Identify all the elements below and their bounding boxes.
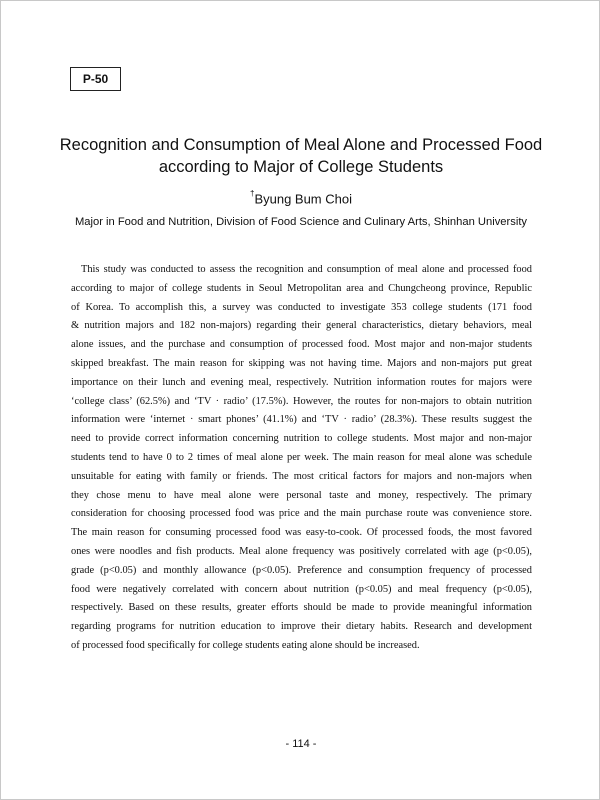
- abstract-line: of Korea. To accomplish this, a survey was conducted to investigate 353 college students (171 food: [71, 301, 532, 313]
- abstract-line: grade (p<0.05) and monthly allowance (p<0.05). Preference and consumption frequency of processed: [71, 564, 532, 576]
- abstract-line: respectively. Based on these results, greater efforts should be made to provide meaningful information: [71, 602, 532, 614]
- author-line: [1, 191, 600, 206]
- paper-title: [41, 134, 561, 178]
- abstract-line: ‘college class’ (62.5%) and ‘TV · radio’ (17.5%). However, the routes for non-majors to obtain nutrition: [71, 395, 532, 407]
- poster-number-badge: P-50: [70, 67, 121, 91]
- abstract-line: skipped breakfast. The main reason for skipping was not having time. Majors and non-majors put great: [71, 357, 532, 369]
- abstract-line: consideration for choosing processed food was price and the main purchase route was convenience store.: [71, 508, 532, 520]
- abstract-line: according to major of college students in Seoul Metropolitan area and Chungcheong province, Republic: [71, 282, 532, 294]
- abstract-line: they chose menu to have meal alone were personal taste and money, respectively. The primary: [71, 489, 532, 501]
- abstract-line: importance on their lunch and evening meal, respectively. Nutrition information routes for majors were: [71, 376, 532, 388]
- abstract-line: students tend to have 0 to 2 times of meal alone per week. The main reason for meal alone was schedule: [71, 451, 532, 463]
- title-line-1: Recognition and Consumption of Meal Alone and Processed Food: [59, 136, 543, 154]
- abstract-line: alone issues, and the purchase and consumption of processed food. Most major and non-major students: [71, 339, 532, 351]
- abstract-line: The main reason for consuming processed food was easy-to-cook. Of processed foods, the most favored: [71, 527, 532, 539]
- abstract-line: This study was conducted to assess the recognition and consumption of meal alone and processed food: [81, 264, 532, 275]
- title-line-2: according to Major of College Students: [158, 158, 444, 176]
- corresponding-author-mark: †: [249, 189, 255, 198]
- abstract-line: regarding programs for nutrition education to improve their dietary habits. Research and development: [71, 621, 532, 633]
- abstract-line: unsuitable for eating with family or friends. The most critical factors for majors and non-majors when: [71, 470, 532, 482]
- page-number: - 114 -: [285, 738, 317, 750]
- abstract-line: & nutrition majors and 182 non-majors) regarding their general characteristics, dietary behaviors, meal: [71, 320, 532, 332]
- abstract-body: [71, 261, 532, 656]
- abstract-line: food were negatively correlated with concern about nutrition (p<0.05) and meal frequency (p<0.05),: [71, 583, 532, 595]
- abstract-line: need to provide correct information concerning nutrition to college students. Most major and non-major: [71, 433, 532, 445]
- abstract-line: of processed food specifically for college students eating alone should be increased.: [71, 639, 420, 651]
- author-name: Byung Bum Choi: [254, 191, 352, 207]
- abstract-line: ones were noodles and fish products. Meal alone frequency was positively correlated with age (p<0.05),: [71, 545, 532, 557]
- abstract-line: information were ‘internet · smart phones’ (41.1%) and ‘TV · radio’ (28.3%). These results suggest the: [71, 414, 532, 426]
- affiliation: Major in Food and Nutrition, Division of Food Science and Culinary Arts, Shinhan University: [74, 216, 528, 228]
